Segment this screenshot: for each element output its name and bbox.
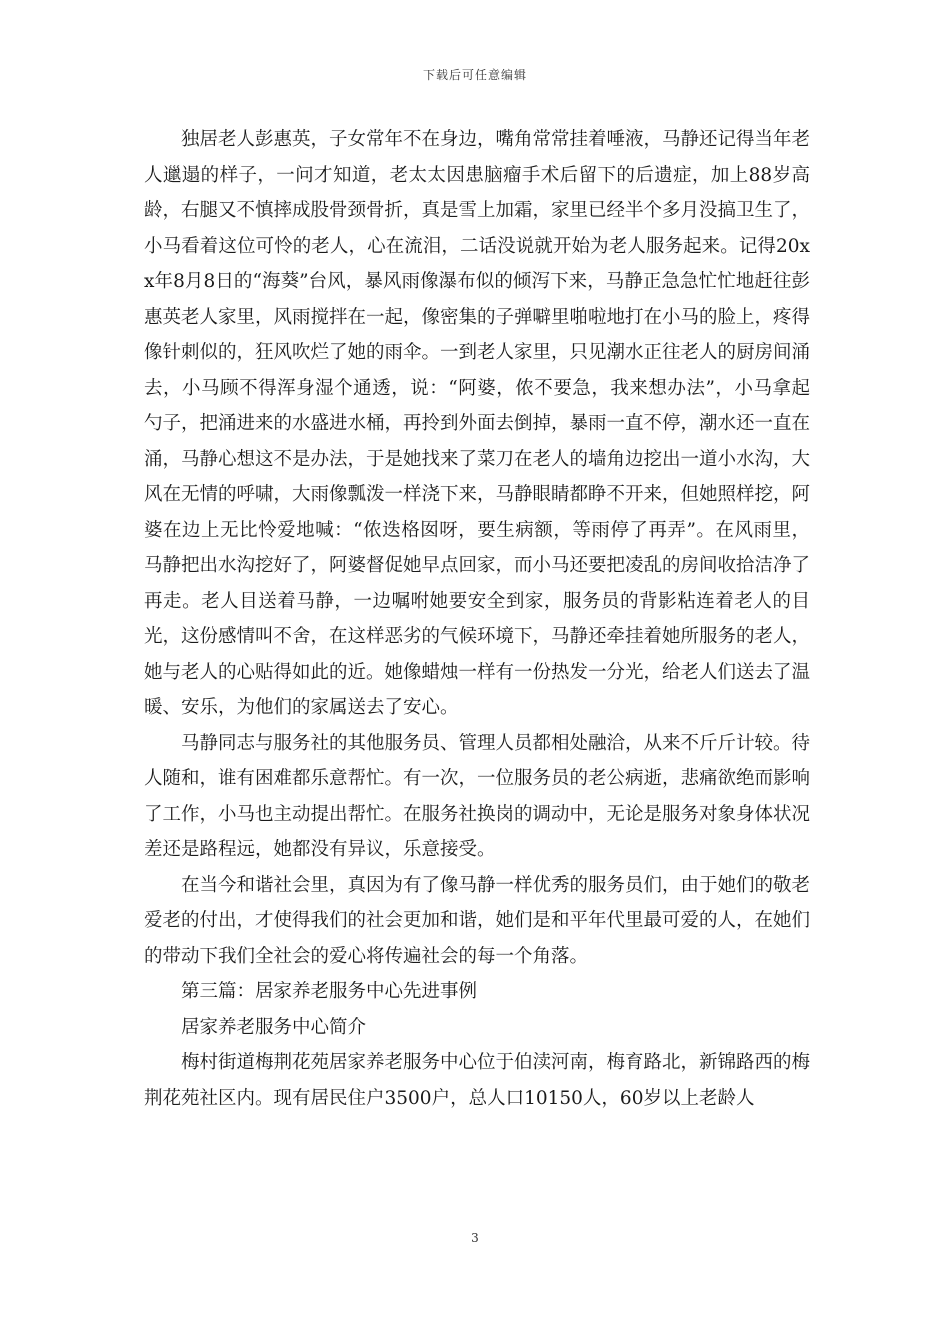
document-body (144, 122, 810, 1116)
paragraph-harmonious-society: 在当今和谐社会里，真因为有了像马静一样优秀的服务员们，由于她们的敬老爱老的付出，才使得我们的社会更加和谐，她们是和平年代里最可爱的人，在她们的带动下我们全社会的爱心将传遍社会的每一个角落。 (144, 874, 811, 967)
paragraph-center-intro: 梅村街道梅荆花苑居家养老服务中心位于伯渎河南，梅育路北，新锦路西的梅荆花苑社区内。现有居民住户3500户，总人口10150人，60岁以上老龄人 (144, 1052, 811, 1109)
page-header: 下载后可任意编辑 (422, 68, 527, 82)
section-heading-third-article: 第三篇：居家养老服务中心先进事例 (181, 981, 478, 1002)
paragraph-colleagues: 马静同志与服务社的其他服务员、管理人员都相处融洽，从来不斤斤计较。待人随和，谁有困难都乐意帮忙。有一次，一位服务员的老公病逝，悲痛欲绝而影响了工作，小马也主动提出帮忙。在服务社换岗的调动中，无论是服务对象身体状况差还是路程远，她都没有异议，乐意接受。 (144, 732, 811, 860)
paragraph-peng-huiying-story: 独居老人彭惠英，子女常年不在身边，嘴角常常挂着唾液，马静还记得当年老人邋遢的样子，一问才知道，老太太因患脑瘤手术后留下的后遗症，加上88岁高龄，右腿又不慎摔成股骨颈骨折，真是雪上加霜，家里已经半个多月没搞卫生了，小马看着这位可怜的老人，心在流泪，二话没说就开始为老人服务起来。记得20xx年8月8日的“海葵”台风，暴风雨像瀑布似的倾泻下来，马静正急急忙忙地赶往彭惠英老人家里，风雨搅拌在一起，像密集的子弹噼里啪啦地打在小马的脸上，疼得像针刺似的，狂风吹烂了她的雨伞。一到老人家里，只见潮水正往老人的厨房间涌去，小马顾不得浑身湿个通透，说：“阿婆，侬不要急，我来想办法”，小马拿起勺子，把涌进来的水盛进水桶，再拎到外面去倒掉，暴雨一直不停，潮水还一直在涌，马静心想这不是办法，于是她找来了菜刀在老人的墙角边挖出一道小水沟，大风在无情的呼啸，大雨像瓢泼一样浇下来，马静眼睛都睁不开来，但她照样挖，阿婆在边上无比怜爱地喊：“侬迭格囡呀，要生病额，等雨停了再弄”。在风雨里，马静把出水沟挖好了，阿婆督促她早点回家，而小马还要把凌乱的房间收拾洁净了再走。老人目送着马静，一边嘱咐她要安全到家，服务员的背影粘连着老人的目光，这份感情叫不舍，在这样恶劣的气候环境下，马静还牵挂着她所服务的老人，她与老人的心贴得如此的近。她像蜡烛一样有一份热发一分光，给老人们送去了温暖、安乐，为他们的家属送去了安心。 (144, 129, 811, 718)
section-subheading-center-intro: 居家养老服务中心简介 (181, 1016, 367, 1038)
page-number: 3 (471, 1231, 479, 1245)
